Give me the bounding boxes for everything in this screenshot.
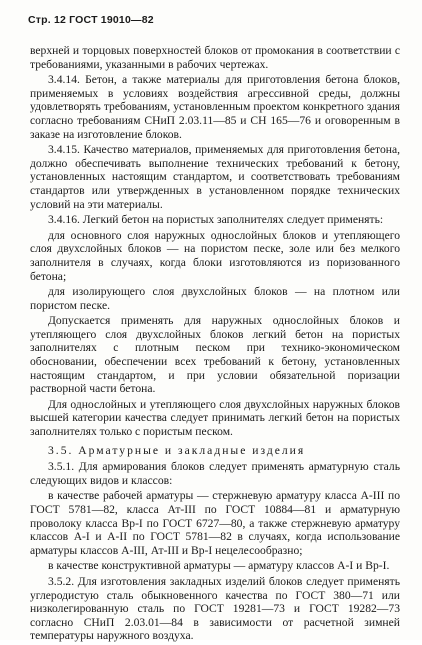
paragraph-3-4-16: 3.4.16. Легкий бетон на пористых заполнителях следует применять:	[48, 213, 384, 227]
paragraph-base-layer: для основного слоя наружных однослойных блоков и утепляющего слоя двухслойных блоков — на пористом песке, золе или без мелкого заполнителя в случаях, когда блоки изготовляются из поризованного бетона;	[30, 228, 400, 283]
paragraph-continuation: верхней и торцовых поверхностей блоков от промокания в соответствии с требованиями, указанными в рабочих чертежах.	[30, 44, 400, 71]
section-heading-3-5: 3.5. Арматурные и закладные изделия	[48, 443, 306, 457]
paragraph-3-5-2: 3.5.2. Для изготовления закладных изделий блоков следует применять углеродистую сталь обыкновенного качества по ГОСТ 380—71 или низколегированную сталь по ГОСТ 19281—73 и ГОСТ 19282—73 согласно СНиП 2.03.01—84 в зависимости от расчетной зимней температуры наружного воздуха.	[30, 574, 400, 643]
paragraph-allowed: Допускается применять для наружных однослойных блоков и утепляющего слоя двухслойных блоков легкий бетон на пористых заполнителях с плотным песком при технико-экономическом обосновании, обеспечении всех требований к бетону, установленных настоящим стандартом, и при условии обязательной поризации растворной части бетона.	[30, 314, 400, 396]
document-body	[30, 44, 400, 645]
paragraph-insulating-layer: для изолирующего слоя двухслойных блоков — на плотном или пористом песке.	[30, 285, 400, 312]
paragraph-3-4-15: 3.4.15. Качество материалов, применяемых для приготовления бетона, должно обеспечивать выполнение технических требований к бетону, установленных настоящим стандартом, и соответствовать требованиям стандартов или утвержденных в установленном порядке технических условий на эти материалы.	[30, 143, 400, 211]
paragraph-working-reinforcement: в качестве рабочей арматуры — стержневую арматуру класса А-III по ГОСТ 5781—82, класса Ат-III по ГОСТ 10884—81 и арматурную проволоку класса Вр-I по ГОСТ 6727—80, а также стержневую арматуру классов А-I и А-II по ГОСТ 5781—82 в случаях, когда использование арматуры классов А-III, Ат-III и Вр-I нецелесообразно;	[30, 489, 400, 557]
paragraph-3-5-1: 3.5.1. Для армирования блоков следует применять арматурную сталь следующих видов и классов:	[30, 460, 400, 487]
paragraph-high-quality: Для однослойных и утепляющего слоя двухслойных наружных блоков высшей категории качества следует принимать легкий бетон на пористых заполнителях только с пористым песком.	[30, 397, 400, 439]
paragraph-3-4-14: 3.4.14. Бетон, а также материалы для приготовления бетона блоков, применяемых в условиях воздействия агрессивной среды, должны удовлетворять требованиям, установленным проектом конкретного здания согласно требованиям СНиП 2.03.11—85 и СН 165—76 и оговоренным в заказе на изготовление блоков.	[30, 73, 400, 141]
paragraph-structural-reinforcement: в качестве конструктивной арматуры — арматуру классов А-I и Вр-I.	[48, 559, 390, 573]
page-header: Стр. 12 ГОСТ 19010—82	[28, 14, 154, 26]
